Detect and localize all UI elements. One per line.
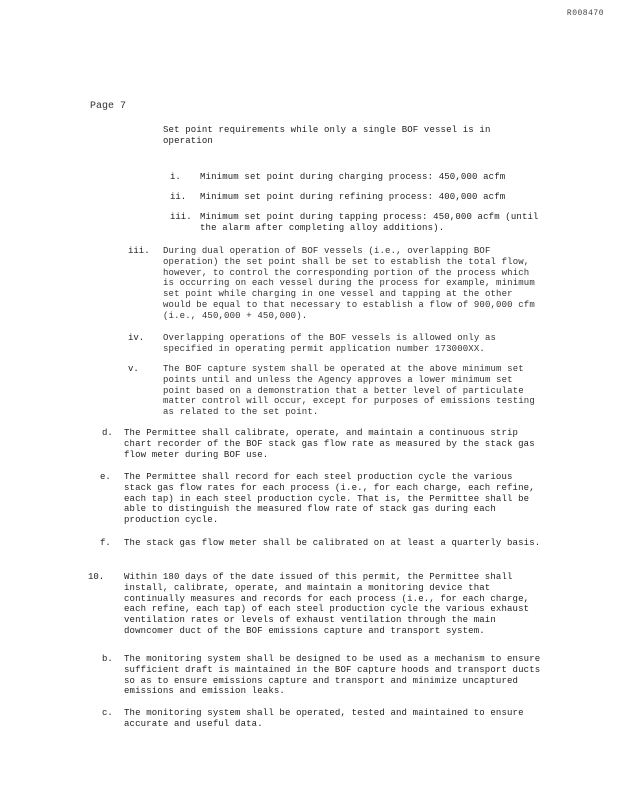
page-label: Page 7: [90, 101, 127, 112]
item-text: During dual operation of BOF vessels (i.e., overlapping BOF operation) the set point shall be set to establish the total flow, however, to control the corresponding portion of the process which is occurring on each vessel during the process for example, minimum set point while charging in one vessel and tapping at the other would be equal to that necessary to establish a flow of 900,000 cfm (i.e., 450,000 + 450,000).: [163, 246, 535, 321]
letter-text: The Permittee shall record for each steel production cycle the various stack gas flow rates for each process (i.e., for each charge, each refine, each tap) in each steel production cycle. That is, the Permittee shall be able to distinguish the measured flow rate of stack gas during each production cycle.: [124, 472, 535, 526]
letter-marker: d.: [102, 428, 113, 438]
numbered-marker: b.: [102, 654, 113, 664]
item-marker: v.: [128, 364, 139, 374]
sub-item-marker: ii.: [170, 192, 187, 202]
numbered-marker: 10.: [88, 572, 105, 582]
intro-paragraph: Set point requirements while only a single BOF vessel is in operation: [163, 125, 491, 146]
numbered-marker: c.: [102, 708, 113, 718]
sub-item-text: Minimum set point during refining process: 400,000 acfm: [200, 192, 506, 202]
letter-text: The stack gas flow meter shall be calibrated on at least a quarterly basis.: [124, 538, 541, 548]
item-text: The BOF capture system shall be operated at the above minimum set points until and unless the Agency approves a lower minimum set point based on a demonstration that a better level of particulate matter control will occur, except for purposes of emissions testing as related to the set point.: [163, 364, 535, 418]
sub-item-marker: i.: [170, 172, 181, 182]
numbered-text: Within 180 days of the date issued of this permit, the Permittee shall install, calibrate, operate, and maintain a monitoring device that continually measures and records for each process (i.e., for each charge, each refine, each tap) of each steel production cycle the various exhaust ventilation rates or levels of exhaust ventilation through the main downcomer duct of the BOF emissions capture and transport system.: [124, 572, 530, 636]
sub-item-text: Minimum set point during charging process: 450,000 acfm: [200, 172, 506, 182]
numbered-text: The monitoring system shall be designed to be used as a mechanism to ensure sufficient draft is maintained in the BOF capture hoods and transport ducts so as to ensure emissions capture and transport and minimize uncaptured emissions and emission leaks.: [124, 654, 541, 697]
letter-text: The Permittee shall calibrate, operate, and maintain a continuous strip chart recorder of the BOF stack gas flow rate as measured by the stack gas flow meter during BOF use.: [124, 428, 535, 460]
item-text: Overlapping operations of the BOF vessels is allowed only as specified in operating permit application number 173000XX.: [163, 333, 497, 354]
item-marker: iii.: [128, 246, 150, 256]
numbered-text: The monitoring system shall be operated, tested and maintained to ensure accurate and useful data.: [124, 708, 524, 729]
sub-item-text: Minimum set point during tapping process: 450,000 acfm (until the alarm after completing alloy additions).: [200, 212, 539, 233]
item-marker: iv.: [128, 333, 145, 343]
letter-marker: f.: [100, 538, 111, 548]
letter-marker: e.: [100, 472, 111, 482]
document-id: R008470: [566, 9, 604, 18]
sub-item-marker: iii.: [170, 212, 192, 222]
